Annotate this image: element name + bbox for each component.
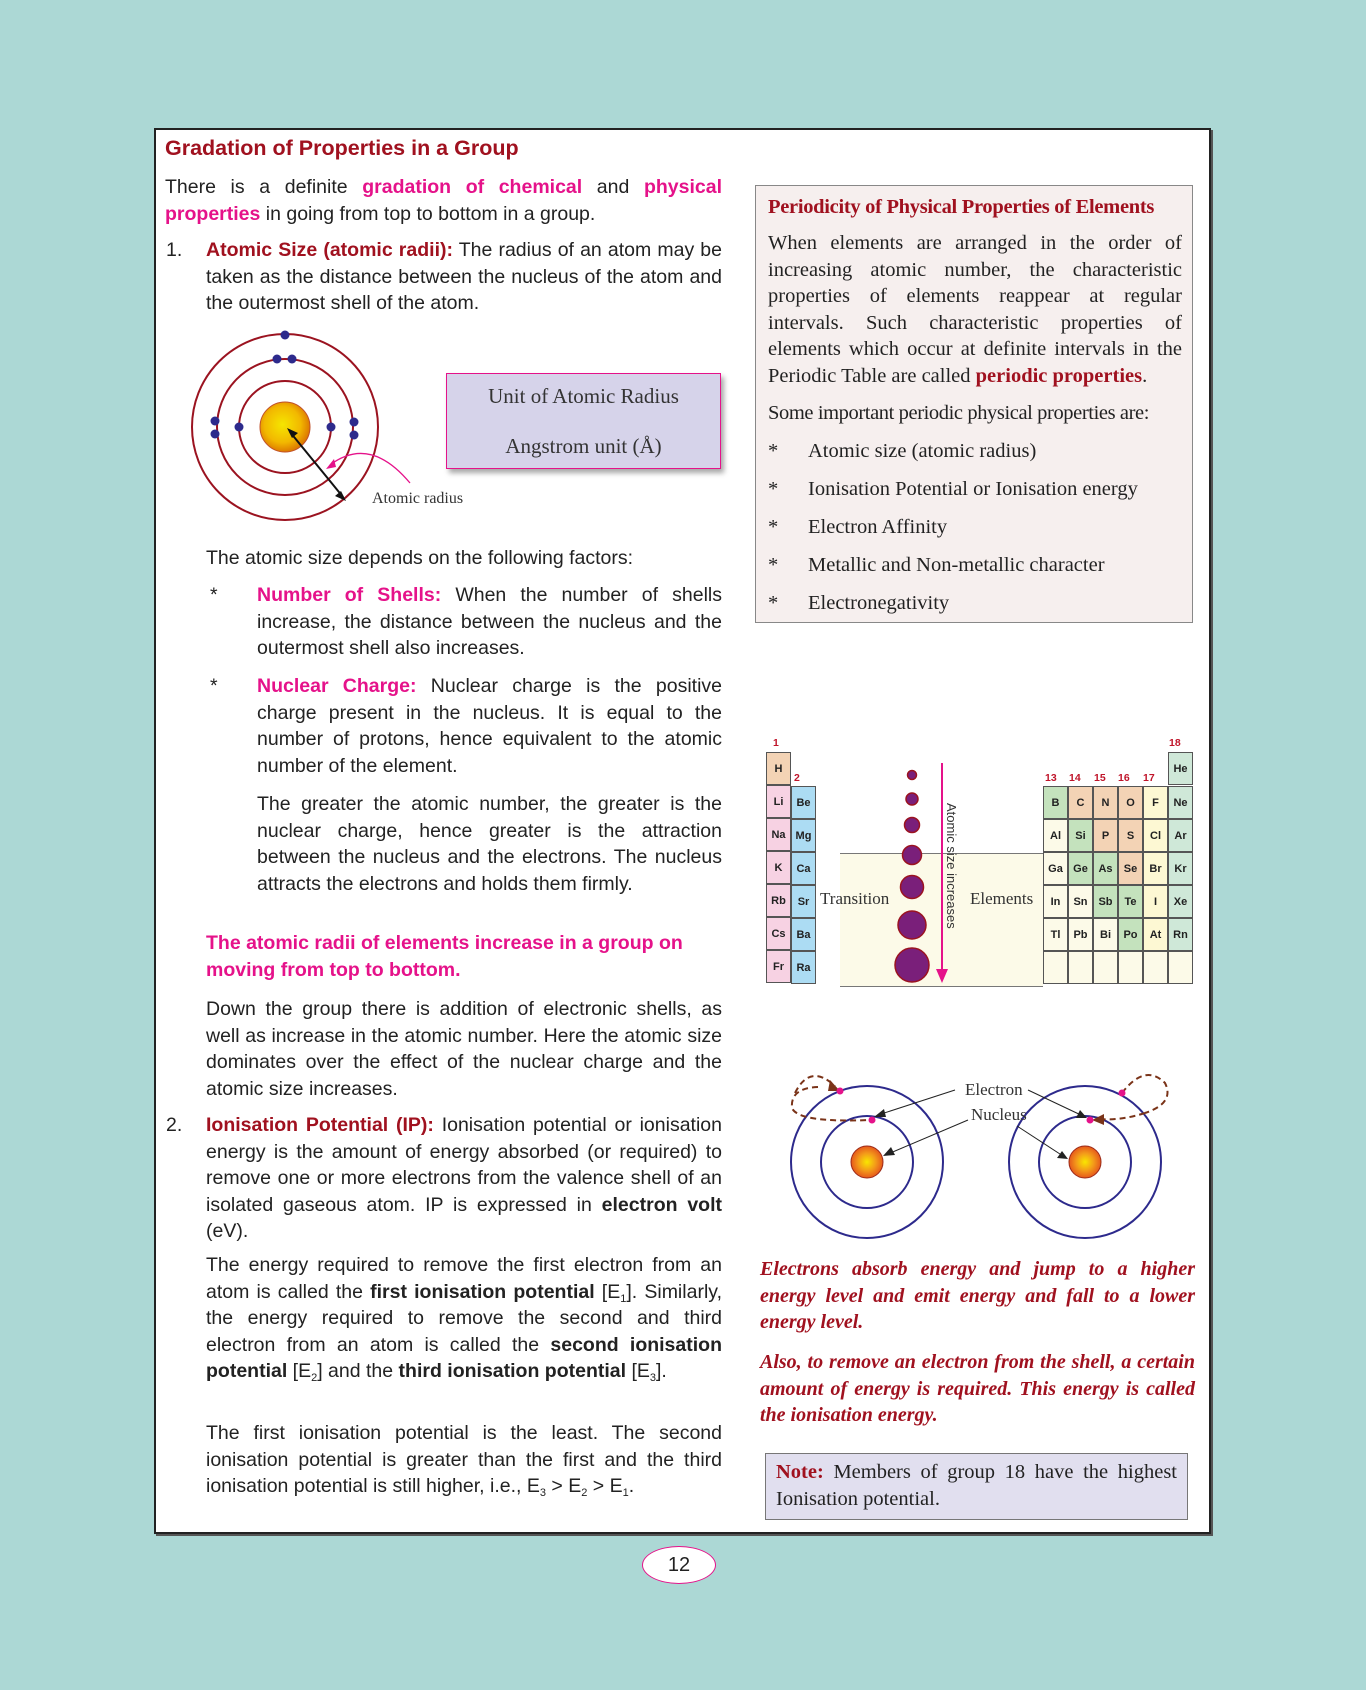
nucleus-icon <box>1069 1146 1101 1178</box>
first-ip-term: first ionisation potential <box>370 1280 595 1303</box>
nucleus-icon <box>851 1146 883 1178</box>
nuclear-charge-paragraph: The greater the atomic number, the greater is the nuclear charge, hence greater is the attraction between the nucleus and the electrons. The nucleus attracts the electrons and holds them firmly. <box>257 793 722 895</box>
property-list-item: * Atomic size (atomic radius) <box>768 440 1037 462</box>
factor-title: Nuclear Charge: <box>257 675 417 697</box>
group-label-13: 13 <box>1045 772 1057 784</box>
element-cell-he: He <box>1168 752 1193 785</box>
element-cell-bi: Bi <box>1093 918 1118 951</box>
element-cell-c: C <box>1068 786 1093 819</box>
element-cell-k: K <box>766 851 791 884</box>
item-2-tail: (eV). <box>206 1220 249 1242</box>
property-list-item: * Metallic and Non-metallic character <box>768 554 1105 576</box>
element-cell-sb: Sb <box>1093 885 1118 918</box>
atom-size-dot <box>903 846 922 865</box>
intro-text: and <box>582 176 644 198</box>
property-list-item: * Ionisation Potential or Ionisation energy <box>768 478 1138 500</box>
atom-size-dot <box>898 911 926 939</box>
note-label: Note: <box>776 1461 824 1483</box>
property-list-item: * Electron Affinity <box>768 516 948 538</box>
atom-size-dot <box>901 876 924 899</box>
note-box <box>765 1453 1188 1520</box>
ionisation-energy-paragraph: Also, to remove an electron from the shell, a certain amount of energy is required. This energy is called the ionisation energy. <box>760 1351 1195 1426</box>
atom-size-dot <box>906 793 918 805</box>
group-label-14: 14 <box>1069 772 1081 784</box>
element-cell-s: S <box>1118 819 1143 852</box>
third-ip-term: third ionisation potential <box>398 1360 627 1382</box>
down-group-paragraph: Down the group there is addition of electronic shells, as well as increase in the atomic number. Here the atomic size dominates over the effect of the nuclear charge and the atomic size increases. <box>206 998 722 1100</box>
item-2-number: 2. <box>166 1114 183 1136</box>
energy-level-diagram <box>780 1063 1200 1248</box>
element-cell-ne: Ne <box>1168 786 1193 819</box>
periodicity-box <box>755 185 1193 623</box>
factor-nuclear-charge <box>257 673 722 779</box>
periodicity-box-subheading: Some important periodic physical properties are: <box>768 402 1150 424</box>
element-cell-cs: Cs <box>766 917 791 950</box>
nucleus-label: Nucleus <box>971 1105 1027 1124</box>
element-cell-mg: Mg <box>791 819 816 852</box>
element-cell-rb: Rb <box>766 884 791 917</box>
unit-box-title: Unit of Atomic Radius <box>488 384 679 408</box>
pointer-arrow <box>330 453 410 483</box>
unit-box-value: Angstrom unit (Å) <box>505 434 662 458</box>
group-label-17: 17 <box>1143 772 1155 784</box>
electron-icon <box>1087 1117 1094 1124</box>
element-cell-i: I <box>1143 885 1168 918</box>
note-text: Members of group 18 have the highest Ionisation potential. <box>776 1461 1177 1510</box>
atomic-size-trend <box>880 755 980 990</box>
factor-number-of-shells <box>257 582 722 662</box>
intro-text: There is a definite <box>165 176 363 198</box>
unit-of-atomic-radius-box <box>446 373 721 469</box>
item-1-number: 1. <box>166 239 183 261</box>
intro-text: in going from top to bottom in a group. <box>260 202 596 225</box>
element-cell-al: Al <box>1043 819 1068 852</box>
element-cell-rn: Rn <box>1168 918 1193 951</box>
element-cell-fr: Fr <box>766 950 791 983</box>
nucleus-icon <box>260 402 310 452</box>
section-heading: Gradation of Properties in a Group <box>165 136 519 160</box>
element-cell-ca: Ca <box>791 852 816 885</box>
second-ip-term: second ionisation potential <box>206 1333 722 1382</box>
item-2-paragraph <box>206 1112 722 1245</box>
atom-size-dot <box>895 948 929 982</box>
element-cell-h: H <box>766 752 791 785</box>
element-cell-as: As <box>1093 852 1118 885</box>
bullet-star: * <box>210 675 218 697</box>
element-cell-empty <box>1118 951 1143 984</box>
periodicity-box-title: Periodicity of Physical Properties of Elements <box>768 196 1155 218</box>
element-cell-empty <box>1168 951 1193 984</box>
element-cell-li: Li <box>766 785 791 818</box>
element-cell-p: P <box>1093 819 1118 852</box>
page-number: 12 <box>642 1546 716 1584</box>
atomic-radii-highlight: The atomic radii of elements increase in a group on moving from top to bottom. <box>206 932 683 981</box>
element-cell-te: Te <box>1118 885 1143 918</box>
element-cell-sr: Sr <box>791 885 816 918</box>
element-cell-o: O <box>1118 786 1143 819</box>
item-2-bold: electron volt <box>601 1193 722 1216</box>
element-cell-ge: Ge <box>1068 852 1093 885</box>
element-cell-se: Se <box>1118 852 1143 885</box>
element-cell-na: Na <box>766 818 791 851</box>
group-label-18: 18 <box>1169 737 1181 749</box>
item-2-title: Ionisation Potential (IP): <box>206 1114 434 1136</box>
elements-label: Elements <box>970 889 1034 908</box>
intro-highlight-chemical: gradation of chemical <box>362 176 583 198</box>
element-cell-ar: Ar <box>1168 819 1193 852</box>
periodic-properties-term: periodic properties <box>975 364 1143 387</box>
ionisation-order-paragraph: The first ionisation potential is the least. The second ionisation potential is greater than the first and the third ionisation potential is still higher, i.e., $E_3 > E_2 > E_1$. <box>206 1422 722 1499</box>
element-cell-ga: Ga <box>1043 852 1068 885</box>
element-cell-n: N <box>1093 786 1118 819</box>
item-1-text: The radius of an atom may be taken as the distance between the nucleus of the atom and the outermost shell of the atom. <box>206 239 723 314</box>
element-cell-si: Si <box>1068 819 1093 852</box>
factors-intro: The atomic size depends on the following factors: <box>206 547 634 569</box>
ionisation-inequality: $E_3 > E_2 > E_1$. <box>526 1475 635 1499</box>
electron-icon <box>1119 1090 1126 1097</box>
item-1-paragraph <box>206 237 722 317</box>
element-cell-be: Be <box>791 786 816 819</box>
factor-title: Number of Shells: <box>257 584 442 606</box>
element-cell-f: F <box>1143 786 1168 819</box>
item-1-title: Atomic Size (atomic radii): <box>206 239 453 261</box>
ionisation-potential-definitions: The energy required to remove the first electron from an atom is called the first ionisation potential $[E_1]$. Similarly, the energy required to remove the second and third electron from an atom is called the second ionisation potential $[E_2]$ and the third ionisation potential $[E_3]$. <box>206 1254 722 1384</box>
atom-size-dot <box>905 818 920 833</box>
bullet-star: * <box>210 584 218 606</box>
property-list-item: * Electronegativity <box>768 592 950 614</box>
atom-size-dot <box>908 771 917 780</box>
electron-icon <box>869 1117 876 1124</box>
atom-right <box>1009 1075 1168 1238</box>
element-cell-empty <box>1043 951 1068 984</box>
element-cell-empty <box>1093 951 1118 984</box>
element-cell-br: Br <box>1143 852 1168 885</box>
element-cell-pb: Pb <box>1068 918 1093 951</box>
energy-jump-paragraph: Electrons absorb energy and jump to a higher energy level and emit energy and fall to a lower energy level. <box>760 1258 1195 1333</box>
element-cell-in: In <box>1043 885 1068 918</box>
element-cell-tl: Tl <box>1043 918 1068 951</box>
arrow-head-icon <box>936 969 948 983</box>
electron-label: Electron <box>965 1080 1023 1099</box>
periodicity-box-body: When elements are arranged in the order of increasing atomic number, the characteristic properties of elements reappear at regular intervals. Such characteristic properties of elements which occur at definite intervals in the Periodic Table are called periodic properties. <box>768 232 1182 387</box>
transition-label: Transition <box>820 889 890 908</box>
intro-paragraph <box>165 174 722 227</box>
factor-text: When the number of shells increase, the distance between the nucleus and the outermost shell also increases. <box>257 584 722 659</box>
group-label-1: 1 <box>773 737 779 749</box>
element-cell-empty <box>1143 951 1168 984</box>
arrow-label: Atomic size increases <box>944 803 959 929</box>
element-cell-b: B <box>1043 786 1068 819</box>
element-cell-ra: Ra <box>791 951 816 984</box>
group-label-2: 2 <box>794 772 800 784</box>
intro-highlight-physical: physical properties <box>165 176 723 225</box>
item-2-text: Ionisation potential or ionisation energy is the amount of energy absorbed (or required) to remove one or more electrons from the valence shell of an isolated gaseous atom. IP is expressed in <box>206 1114 722 1216</box>
group-label-15: 15 <box>1094 772 1106 784</box>
element-cell-cl: Cl <box>1143 819 1168 852</box>
element-cell-at: At <box>1143 918 1168 951</box>
element-cell-sn: Sn <box>1068 885 1093 918</box>
element-cell-ba: Ba <box>791 918 816 951</box>
element-cell-empty <box>1068 951 1093 984</box>
element-cell-xe: Xe <box>1168 885 1193 918</box>
factor-text: Nuclear charge is the positive charge present in the nucleus. It is equal to the number of protons, hence equivalent to the atomic number of the element. <box>257 675 722 777</box>
element-cell-po: Po <box>1118 918 1143 951</box>
atom-left <box>791 1076 943 1238</box>
group-label-16: 16 <box>1118 772 1130 784</box>
atomic-radius-label: Atomic radius <box>372 490 464 507</box>
element-cell-kr: Kr <box>1168 852 1193 885</box>
electron-icon <box>837 1088 844 1095</box>
